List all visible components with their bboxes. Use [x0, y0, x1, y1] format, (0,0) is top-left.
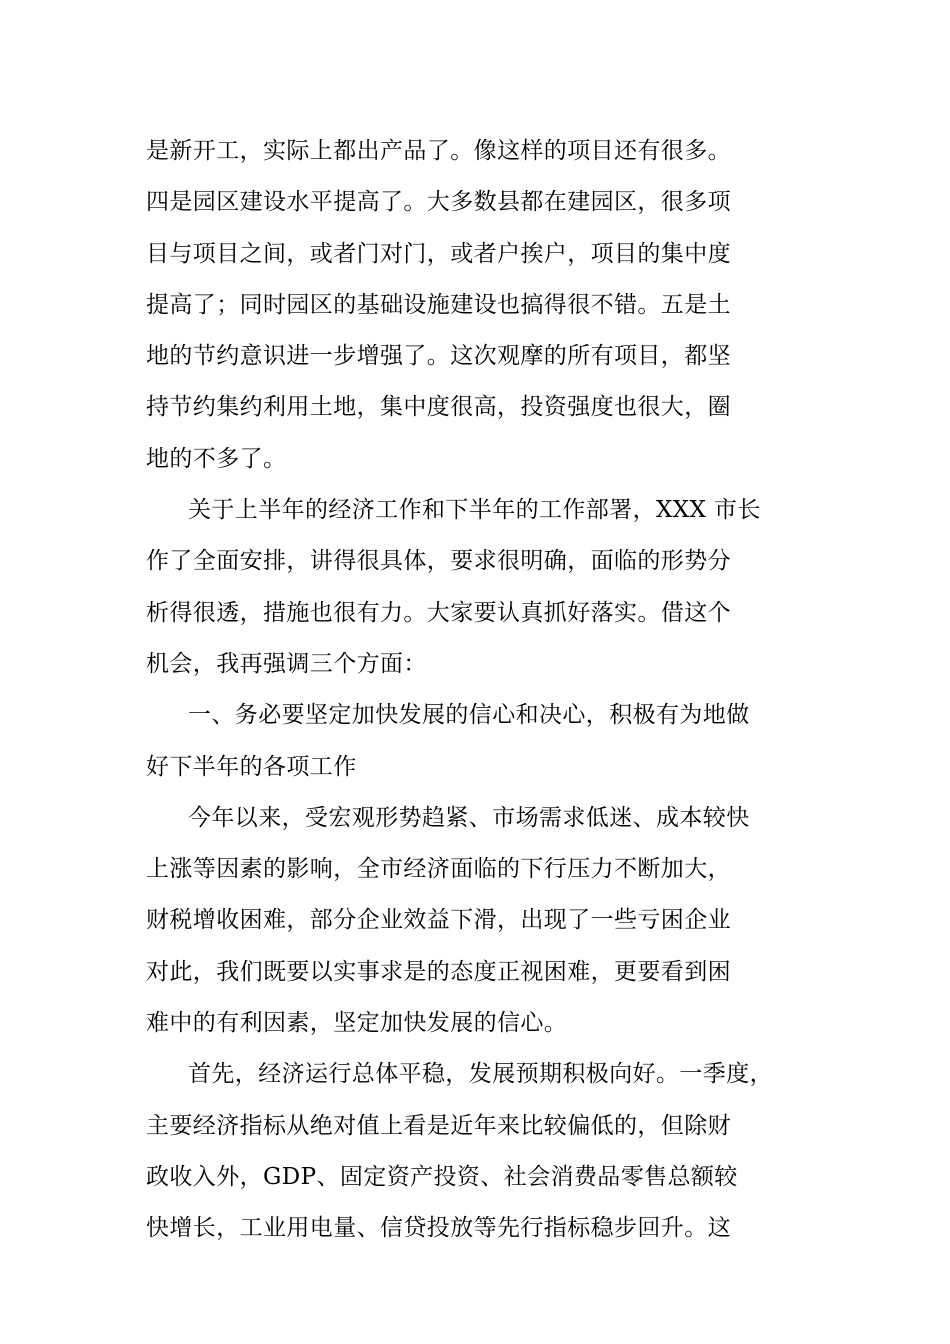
section-heading-line: 一、务必要坚定加快发展的信心和决心，积极有为地做 — [188, 702, 750, 729]
text-line: 上涨等因素的影响，全市经济面临的下行压力不断加大， — [146, 856, 731, 883]
text-line: 持节约集约利用土地，集中度很高，投资强度也很大，圈 — [146, 394, 731, 421]
text-line: 析得很透，措施也很有力。大家要认真抓好落实。借这个 — [146, 599, 731, 626]
paragraph-start-line: 关于上半年的经济工作和下半年的工作部署，XXX 市长 — [188, 497, 761, 524]
text-line: 四是园区建设水平提高了。大多数县都在建园区，很多项 — [146, 189, 731, 216]
text-line: 机会，我再强调三个方面： — [146, 650, 427, 677]
body-text — [146, 126, 826, 1255]
paragraph-start-line: 首先，经济运行总体平稳，发展预期积极向好。一季度， — [188, 1061, 773, 1088]
section-heading-line: 好下半年的各项工作 — [146, 753, 357, 780]
text-line: 是新开工，实际上都出产品了。像这样的项目还有很多。 — [146, 138, 731, 164]
text-line: 提高了；同时园区的基础设施建设也搞得很不错。五是土 — [146, 291, 731, 318]
text-line: 目与项目之间，或者门对门，或者户挨户，项目的集中度 — [146, 240, 731, 267]
text-line: 主要经济指标从绝对值上看是近年来比较偏低的，但除财 — [146, 1112, 731, 1139]
text-line: 地的节约意识进一步增强了。这次观摩的所有项目，都坚 — [146, 343, 731, 370]
text-line: 作了全面安排，讲得很具体，要求很明确，面临的形势分 — [146, 548, 731, 575]
text-line: 对此，我们既要以实事求是的态度正视困难，更要看到困 — [146, 958, 731, 985]
text-line: 地的不多了。 — [146, 445, 287, 472]
paragraph-start-line: 今年以来，受宏观形势趋紧、市场需求低迷、成本较快 — [188, 804, 750, 831]
text-line: 难中的有利因素，坚定加快发展的信心。 — [146, 1010, 568, 1037]
text-line: 政收入外，GDP、固定资产投资、社会消费品零售总额较 — [146, 1163, 738, 1190]
text-line: 财税增收困难，部分企业效益下滑，出现了一些亏困企业 — [146, 907, 731, 934]
text-line: 快增长，工业用电量、信贷投放等先行指标稳步回升。这 — [146, 1215, 731, 1242]
